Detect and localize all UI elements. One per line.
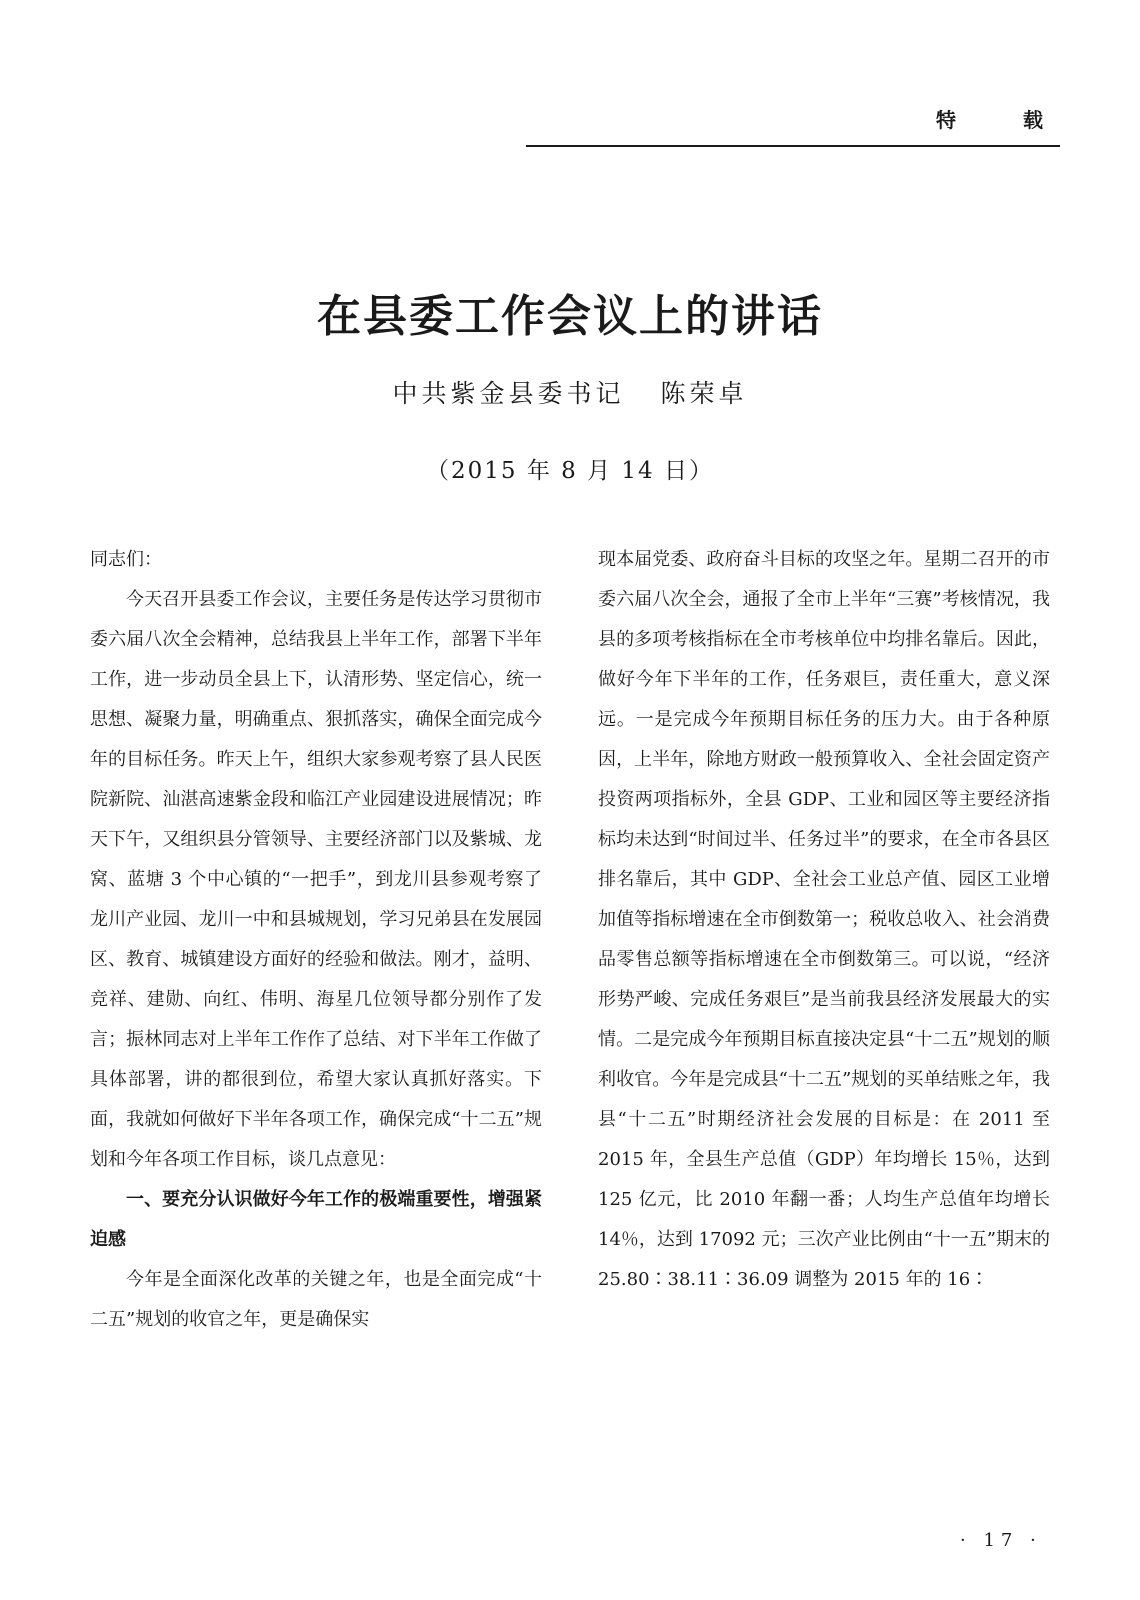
paragraph: 现本届党委、政府奋斗目标的攻坚之年。星期二召开的市委六届八次全会，通报了全市上半年“三赛”考核情况，我县的多项考核指标在全市考核单位中均排名靠后。因此，做好今年下半年的工作，任务艰巨，责任重大，意义深远。一是完成今年预期目标任务的压力大。由于各种原因，上半年，除地方财政一般预算收入、全社会固定资产投资两项指标外，全县 GDP、工业和园区等主要经济指标均未达到“时间过半、任务过半”的要求，在全市各县区排名靠后，其中 GDP、全社会工业总产值、园区工业增加值等指标增速在全市倒数第一；税收总收入、社会消费品零售总额等指标增速在全市倒数第三。可以说，“经济形势严峻、完成任务艰巨”是当前我县经济发展最大的实情。二是完成今年预期目标直接决定县“十二五”规划的顺利收官。今年是完成县“十二五”规划的买单结账之年，我县“十二五”时期经济社会发展的目标是：在 2011 至 2015 年，全县生产总值（GDP）年均增长 15％，达到 125 亿元，比 2010 年翻一番；人均生产总值年均增长 14％，达到 17092 元；三次产业比例由“十一五”期末的 25.80∶38.11∶36.09 调整为 2015 年的 16∶ [598,549,1051,1290]
page-number: · 17 · [960,1530,1042,1551]
paragraph: 今天召开县委工作会议，主要任务是传达学习贯彻市委六届八次全会精神，总结我县上半年工作，部署下半年工作，进一步动员全县上下，认清形势、坚定信心，统一思想、凝聚力量，明确重点、狠抓落实，确保全面完成今年的目标任务。昨天上午，组织大家参观考察了县人民医院新院、汕湛高速紫金段和临江产业园建设进展情况；昨天下午，又组织县分管领导、主要经济部门以及紫城、龙窝、蓝塘 3 个中心镇的“一把手”，到龙川县参观考察了龙川产业园、龙川一中和县城规划，学习兄弟县在发展园区、教育、城镇建设方面好的经验和做法。刚才，益明、竞祥、建勋、向红、伟明、海星几位领导都分别作了发言；振林同志对上半年工作作了总结、对下半年工作做了具体部署，讲的都很到位，希望大家认真抓好落实。下面，我就如何做好下半年各项工作，确保完成“十二五”规划和今年各项工作目标，谈几点意见： [90,589,542,1170]
right-column [598,540,1050,1300]
article-date: （2015 年 8 月 14 日） [426,458,714,484]
section-heading: 一、要充分认识做好今年工作的极端重要性，增强紧迫感 [90,1189,542,1250]
left-column [90,540,542,1340]
article-author: 中共紫金县委书记 陈荣卓 [392,379,748,408]
section-label: 特 载 [936,108,1073,132]
salutation: 同志们： [90,549,162,570]
header-rule [526,145,1060,147]
paragraph: 今年是全面深化改革的关键之年，也是全面完成“十二五”规划的收官之年，更是确保实 [90,1269,542,1330]
article-title: 在县委工作会议上的讲话 [317,291,823,342]
